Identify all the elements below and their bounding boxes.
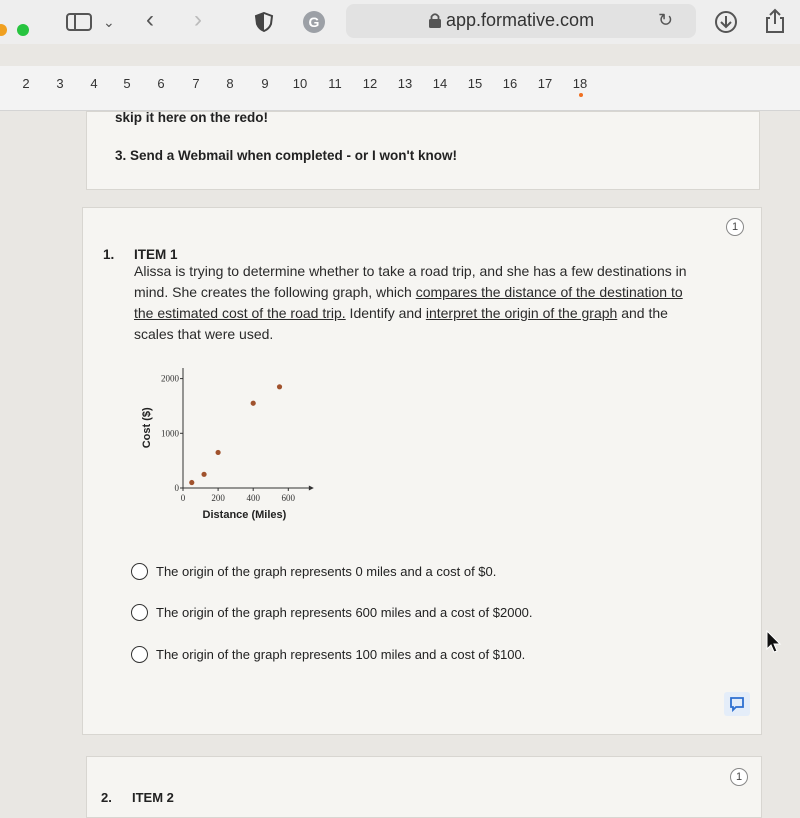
question-nav-item[interactable]: 14 [432,76,448,91]
question-nav-item[interactable]: 5 [123,76,131,91]
question-nav-item[interactable]: 4 [90,76,98,91]
question-number: 1. [103,247,115,262]
y-tick-label: 1000 [161,428,179,439]
question-nav-item[interactable]: 7 [192,76,200,91]
zoom-dot[interactable] [17,24,29,36]
url-text: app.formative.com [446,10,595,30]
question-text: Identify and [345,305,426,321]
question-nav-item[interactable]: 6 [157,76,165,91]
svg-text:G: G [308,14,320,30]
data-point [189,480,194,485]
points-badge: 1 [726,218,744,236]
instruction-step-3: 3. Send a Webmail when completed - or I won't know! [115,148,458,163]
comment-button[interactable] [724,692,750,716]
question-nav-item[interactable]: 17 [537,76,553,91]
x-tick-label: 400 [246,493,260,503]
data-point [251,401,256,406]
question-nav-item[interactable]: 16 [502,76,518,91]
radio-button[interactable] [131,646,148,663]
answer-choice-a[interactable] [131,561,496,581]
question-nav-item[interactable]: 12 [362,76,378,91]
question-text-line-3 [134,305,668,321]
radio-button[interactable] [131,604,148,621]
data-point [201,472,206,477]
question-nav-item[interactable]: 10 [292,76,308,91]
question-title: ITEM 1 [134,247,178,262]
grammarly-icon[interactable] [302,10,326,38]
comment-icon [724,692,750,716]
share-icon[interactable] [764,8,786,38]
current-question-indicator [579,93,583,97]
question-nav-item[interactable]: 11 [328,76,342,91]
underlined-phrase: interpret the origin of the graph [425,305,618,321]
x-axis-label: Distance (Miles) [202,509,287,521]
question-nav-item[interactable]: 15 [467,76,483,91]
y-tick-label: 2000 [161,373,179,384]
question-nav-item[interactable]: 3 [56,76,64,91]
question-nav-item[interactable]: 2 [22,76,30,91]
answer-choice-c[interactable] [131,644,525,664]
data-point [277,384,282,389]
question-nav-item[interactable]: 13 [397,76,413,91]
x-axis-arrow [309,486,314,491]
choice-label: The origin of the graph represents 0 miles and a cost of $0. [156,563,497,579]
address-bar[interactable] [346,4,696,38]
question-card-item-2 [86,756,762,818]
question-text-line-2 [134,284,683,300]
shield-icon[interactable] [254,12,274,36]
question-nav-item[interactable]: 18 [572,76,588,91]
choice-label: The origin of the graph represents 100 miles and a cost of $100. [156,646,526,662]
x-tick-label: 0 [180,493,186,503]
question-text-line-1: Alissa is trying to determine whether to take a road trip, and she has a few destinations in [134,263,687,279]
back-arrow-icon[interactable]: ‹ [146,6,154,33]
answer-choice-b[interactable] [131,602,533,622]
question-nav-item[interactable]: 9 [261,76,269,91]
scatter-chart [138,368,328,524]
browser-toolbar [0,0,800,44]
question-text: and the [617,305,668,321]
forward-arrow-icon[interactable]: › [194,6,202,33]
reload-icon[interactable]: ↻ [658,10,674,30]
question-nav-item[interactable]: 8 [226,76,234,91]
choice-label: The origin of the graph represents 600 miles and a cost of $2000. [156,604,533,620]
x-tick-label: 200 [211,493,225,503]
y-axis-label: Cost ($) [141,407,153,449]
question-nav [0,66,800,111]
lock-icon [428,12,442,28]
points-badge: 1 [730,768,748,786]
y-tick-label: 0 [174,483,179,493]
underlined-phrase: compares the distance of the destination to [415,284,683,300]
instruction-line: skip it here on the redo! [115,110,269,125]
question-text-line-4: scales that were used. [134,326,274,342]
chevron-down-icon[interactable]: ⌄ [103,14,115,30]
question-text: mind. She creates the following graph, which [134,284,416,300]
minimize-dot[interactable] [0,24,7,36]
data-point [216,450,221,455]
radio-button[interactable] [131,563,148,580]
mouse-cursor-icon [766,630,782,654]
sidebar-toggle-icon[interactable] [66,12,92,36]
x-tick-label: 600 [281,493,296,503]
underlined-phrase: the estimated cost of the road trip. [134,305,346,321]
question-number: 2. [101,790,112,805]
question-title: ITEM 2 [132,790,174,805]
downloads-icon[interactable] [714,10,738,38]
